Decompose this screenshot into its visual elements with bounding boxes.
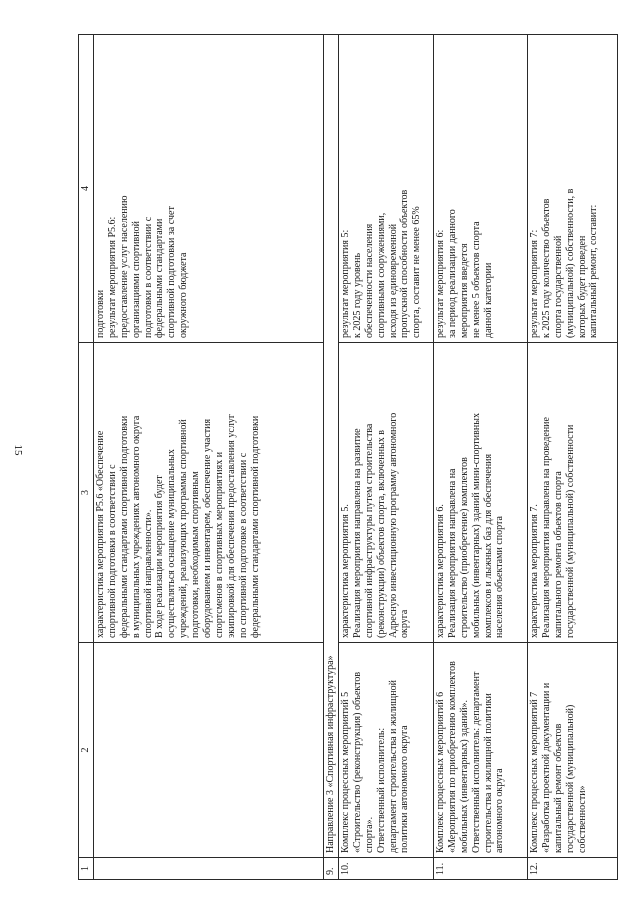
cell-line: Ответственный исполнитель: департамент xyxy=(470,671,482,853)
table-row xyxy=(94,35,324,880)
cell-line: данной категории xyxy=(482,262,494,338)
measure-result-cell xyxy=(94,35,324,343)
cell-line: окружного бюджета xyxy=(178,252,190,338)
cell-line: Комплекс процессных мероприятий 5 xyxy=(340,691,351,853)
cell-line: исходя из единовременной xyxy=(387,223,399,338)
cell-line: пропускной способности объектов xyxy=(399,189,411,338)
cell-line: учреждений, реализующих программы спортивной xyxy=(178,419,190,638)
cell-line: автономного округа xyxy=(494,768,506,853)
measure-complex-cell xyxy=(434,643,528,858)
table-body xyxy=(79,35,618,880)
cell-line: характеристика мероприятия 6. xyxy=(435,504,446,638)
cell-line: спортсменов в спортивных мероприятиях и xyxy=(213,451,225,638)
cell-line: департамент строительства и жилищной xyxy=(387,680,399,853)
measure-description-cell xyxy=(528,343,618,643)
cell-line: результат мероприятия 7: xyxy=(529,229,540,338)
cell-line: спорта, составит не менее 65% xyxy=(411,206,423,338)
cell-line: экипировкой для обеспечения предоставления услуг xyxy=(225,414,237,638)
table-row xyxy=(528,35,618,880)
measure-complex-cell xyxy=(528,643,618,858)
cell-line: Реализация мероприятия направлена на проведение xyxy=(540,417,552,638)
cell-line: спортивной инфраструктуры путем строительства xyxy=(363,423,375,638)
header-cell-1: 1 xyxy=(79,858,94,880)
cell-line: капитальный ремонт объектов xyxy=(552,723,564,853)
cell-line: населения объектами спорта xyxy=(494,516,506,638)
measure-description-cell xyxy=(94,343,324,643)
cell-line: подготовки в соответствии с xyxy=(142,216,154,338)
cell-line: осуществляться оснащение муниципальных xyxy=(166,449,178,638)
cell-line: (муниципальной) собственности, в xyxy=(564,188,576,338)
row-number: 11. xyxy=(434,858,528,880)
cell-line: спорта». xyxy=(363,816,375,853)
header-cell-4: 4 xyxy=(79,35,94,343)
cell-line: федеральными стандартами xyxy=(154,218,166,338)
measure-result-cell xyxy=(339,35,434,343)
cell-line: Реализация мероприятия направлена на xyxy=(446,468,458,638)
cell-line: строительства и жилищной политики xyxy=(482,693,494,853)
cell-line: строительство (приобретение) комплектов xyxy=(458,457,470,638)
cell-line: Комплекс процессных мероприятий 7 xyxy=(529,691,540,853)
cell-line: комплексов и лыжных баз для обеспечения xyxy=(482,453,494,638)
cell-line: мероприятия введется xyxy=(458,243,470,338)
table-header-row xyxy=(79,35,94,880)
cell-line: по спортивной подготовке в соответствии с xyxy=(237,452,249,638)
table-row xyxy=(339,35,434,880)
cell-line: к 2025 году количество объектов xyxy=(540,198,552,338)
cell-line: спортивной направленности». xyxy=(142,509,154,638)
row-number xyxy=(94,858,324,880)
cell-line: мобильных (инвентарных) зданий». xyxy=(458,699,470,853)
cell-line: обеспеченности населения xyxy=(363,223,375,338)
measure-complex-cell xyxy=(339,643,434,858)
cell-line: характеристика мероприятия 7. xyxy=(529,504,540,638)
cell-line: подготовки xyxy=(95,289,106,338)
cell-line: капитального ремонта объектов спорта xyxy=(552,471,564,638)
cell-line: «Строительство (реконструкция) объектов xyxy=(351,671,363,853)
cell-line: результат мероприятия 5: xyxy=(340,229,351,338)
cell-line: организациями спортивной xyxy=(130,221,142,338)
cell-line: мобильных (инвентарных) зданий мини-спортивных xyxy=(470,413,482,638)
cell-line: «Разработка проектной документации и xyxy=(540,682,552,853)
measure-complex-cell xyxy=(94,643,324,858)
cell-line: спортивной подготовки за счет xyxy=(166,206,178,338)
cell-line: спорта государственной xyxy=(552,235,564,338)
row-number: 12. xyxy=(528,858,618,880)
cell-line: (реконструкции) объектов спорта, включенных в xyxy=(375,429,387,638)
cell-line: «Мероприятия по приобретению комплектов xyxy=(446,661,458,853)
cell-line: подготовки, необходимым спортивным xyxy=(190,471,202,638)
cell-line: которых будет проведен xyxy=(576,235,588,338)
cell-line: собственности» xyxy=(576,785,588,853)
page-number: 15 xyxy=(12,444,24,456)
cell-line: характеристика мероприятия 5. xyxy=(340,504,351,638)
cell-line: государственной (муниципальной) собственности xyxy=(564,424,576,638)
table-row xyxy=(434,35,528,880)
cell-line: не менее 5 объектов спорта xyxy=(470,221,482,338)
cell-line: оборудованием и инвентарем, обеспечение участия xyxy=(202,418,214,638)
cell-line: результат мероприятия 6: xyxy=(435,229,446,338)
measure-description-cell xyxy=(339,343,434,643)
cell-line: В ходе реализации мероприятия будет xyxy=(154,475,166,638)
header-cell-2: 2 xyxy=(79,643,94,858)
cell-line: капитальный ремонт, составит: xyxy=(588,204,600,338)
rotated-table-wrapper xyxy=(78,35,618,880)
cell-line: к 2025 году уровень xyxy=(351,252,363,338)
measure-result-cell xyxy=(528,35,618,343)
cell-line: характеристика мероприятия Р5.6 «Обеспечение xyxy=(95,430,106,638)
header-cell-3: 3 xyxy=(79,343,94,643)
cell-line: федеральными стандартами спортивной подготовки xyxy=(118,415,130,638)
cell-line: в муниципальных учреждениях автономного округа xyxy=(130,415,142,638)
direction-title: Направление 3 «Спортивная инфраструктура» xyxy=(324,35,339,858)
cell-line: результат мероприятия Р5.6: xyxy=(106,216,118,338)
row-number: 9. xyxy=(324,858,339,880)
measures-table xyxy=(78,34,618,880)
cell-line: спортивной подготовки в соответствии с xyxy=(106,464,118,638)
cell-line: округа xyxy=(399,609,411,638)
direction-row xyxy=(324,35,339,880)
cell-line: государственной (муниципальной) xyxy=(564,704,576,853)
row-number: 10. xyxy=(339,858,434,880)
cell-line: за период реализации данного xyxy=(446,209,458,338)
cell-line: политики автономного округа xyxy=(399,725,411,853)
cell-line: Ответственный исполнитель: xyxy=(375,727,387,853)
cell-line: Комплекс процессных мероприятий 6 xyxy=(435,691,446,853)
cell-line: Реализация мероприятия направлена на развитие xyxy=(351,428,363,638)
cell-line: федеральными стандартами спортивной подготовки xyxy=(249,415,261,638)
measure-description-cell xyxy=(434,343,528,643)
cell-line: спортивными сооружениями, xyxy=(375,212,387,338)
cell-line: предоставление услуг населению xyxy=(118,195,130,338)
cell-line: Адресную инвестиционную программу автономного xyxy=(387,412,399,638)
measure-result-cell xyxy=(434,35,528,343)
